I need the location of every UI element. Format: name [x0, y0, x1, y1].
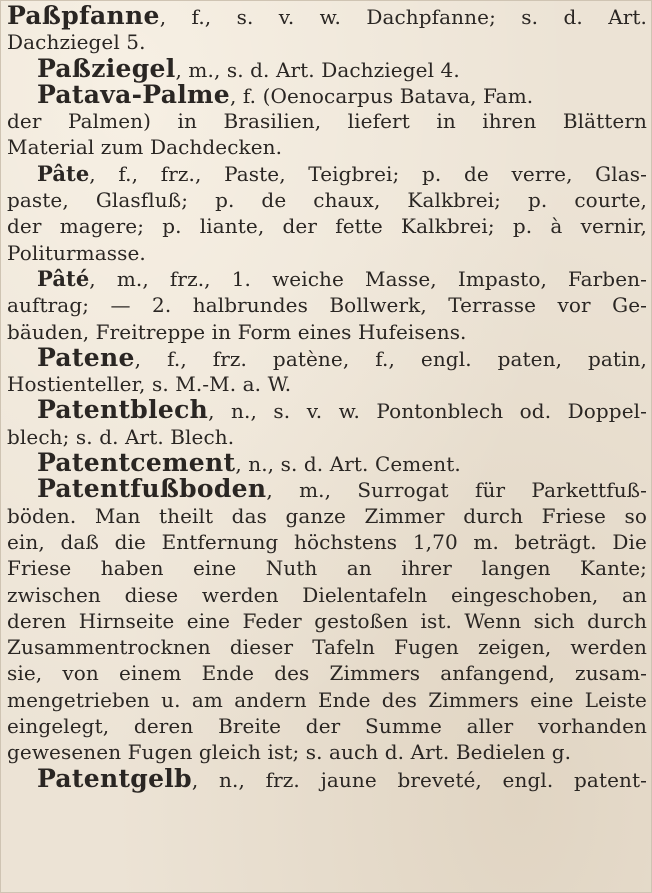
entry-line: [7, 342, 647, 372]
entry-headword: Pâté: [37, 265, 90, 291]
entry-line: auftrag; — 2. halbrundes Bollwerk, Terrasse vor Ge-: [7, 293, 647, 318]
entry-line: Material zum Dachdecken.: [7, 135, 283, 160]
entry-line: sie, von einem Ende des Zimmers anfangend, zusam-: [7, 661, 647, 686]
entry-pate-masc: [7, 266, 647, 345]
entry-headword: Patava-Palme: [37, 79, 230, 109]
entry-headword: Pâte: [37, 160, 90, 186]
entry-patentgelb: [7, 763, 647, 793]
entry-text: , m., frz., 1. weiche Masse, Impasto, Farben-: [89, 266, 647, 291]
entry-line: Politurmasse.: [7, 240, 146, 265]
entry-line: paste, Glasfluß; p. de chaux, Kalkbrei; p. courte,: [7, 188, 647, 213]
entry-line: mengetrieben u. am andern Ende des Zimmers eine Leiste: [7, 687, 647, 712]
entry-line: gewesenen Fugen gleich ist; s. auch d. Art. Bedielen g.: [7, 740, 572, 765]
entry-patava-palme: [7, 79, 647, 161]
entry-headword: Patentgelb: [37, 763, 192, 793]
entry-text: , n., frz. jaune breveté, engl. patent-: [191, 767, 647, 792]
entry-headword: Patentfußboden: [37, 474, 267, 504]
entry-line: [7, 763, 647, 793]
entry-headword: Paßziegel: [37, 53, 176, 83]
entry-headword: Paßpfanne: [7, 1, 160, 30]
entry-line: deren Hirnseite eine Feder gestoßen ist. Wenn sich durch: [7, 608, 647, 633]
entry-line: Hostienteller, s. M.-M. a. W.: [7, 372, 292, 397]
entry-text: , f., frz., Paste, Teigbrei; p. de verre, Glas-: [89, 161, 647, 186]
entry-text: , f., frz. patène, f., engl. paten, patin,: [134, 346, 647, 371]
entry-patentblech: [7, 397, 647, 450]
entry-line: [7, 53, 647, 83]
entry-pate: [7, 161, 647, 266]
entry-headword: Patentcement: [37, 448, 236, 478]
entry-passpfanne: [7, 3, 647, 56]
entry-line: [7, 397, 647, 423]
entry-text: , f., s. v. w. Dachpfanne; s. d. Art.: [159, 5, 647, 29]
entry-line: [7, 450, 647, 476]
entry-text: , n., s. v. w. Pontonblech od. Doppel-: [208, 399, 647, 424]
entry-line: [7, 476, 647, 502]
entry-list: [7, 3, 647, 792]
entry-headword: Patentblech: [37, 395, 209, 425]
entry-line: der Palmen) in Brasilien, liefert in ihren Blättern: [7, 109, 647, 134]
entry-line: der magere; p. liante, der fette Kalkbrei; p. à vernir,: [7, 214, 647, 239]
entry-patentfussboden: [7, 476, 647, 765]
entry-line: [7, 266, 647, 292]
entry-line: blech; s. d. Art. Blech.: [7, 424, 235, 449]
entry-line: [7, 3, 647, 29]
entry-text: , m., s. d. Art. Dachziegel 4.: [175, 57, 460, 82]
entry-patene: [7, 342, 647, 398]
entry-headword: Patene: [37, 342, 135, 372]
entry-text: , f. (Oenocarpus Batava, Fam.: [229, 83, 534, 108]
entry-line: bäuden, Freitreppe in Form eines Hufeisens.: [7, 319, 467, 344]
entry-line: [7, 161, 647, 187]
entry-line: Zusammentrocknen dieser Tafeln Fugen zeigen, werden: [7, 635, 647, 660]
entry-line: böden. Man theilt das ganze Zimmer durch Friese so: [7, 503, 647, 528]
entry-line: eingelegt, deren Breite der Summe aller vorhanden: [7, 714, 647, 739]
entry-line: ein, daß die Entfernung höchstens 1,70 m. beträgt. Die: [7, 529, 647, 554]
entry-line: [7, 79, 647, 109]
entry-line: Friese haben eine Nuth an ihrer langen Kante;: [7, 556, 647, 581]
entry-text: , n., s. d. Art. Cement.: [235, 452, 461, 477]
entry-line: zwischen diese werden Dielentafeln eingeschoben, an: [7, 582, 647, 607]
entry-line: Dachziegel 5.: [7, 30, 146, 55]
entry-patentcement: [7, 450, 647, 476]
entry-passziegel: [7, 53, 647, 83]
entry-text: , m., Surrogat für Parkettfuß-: [266, 478, 647, 503]
